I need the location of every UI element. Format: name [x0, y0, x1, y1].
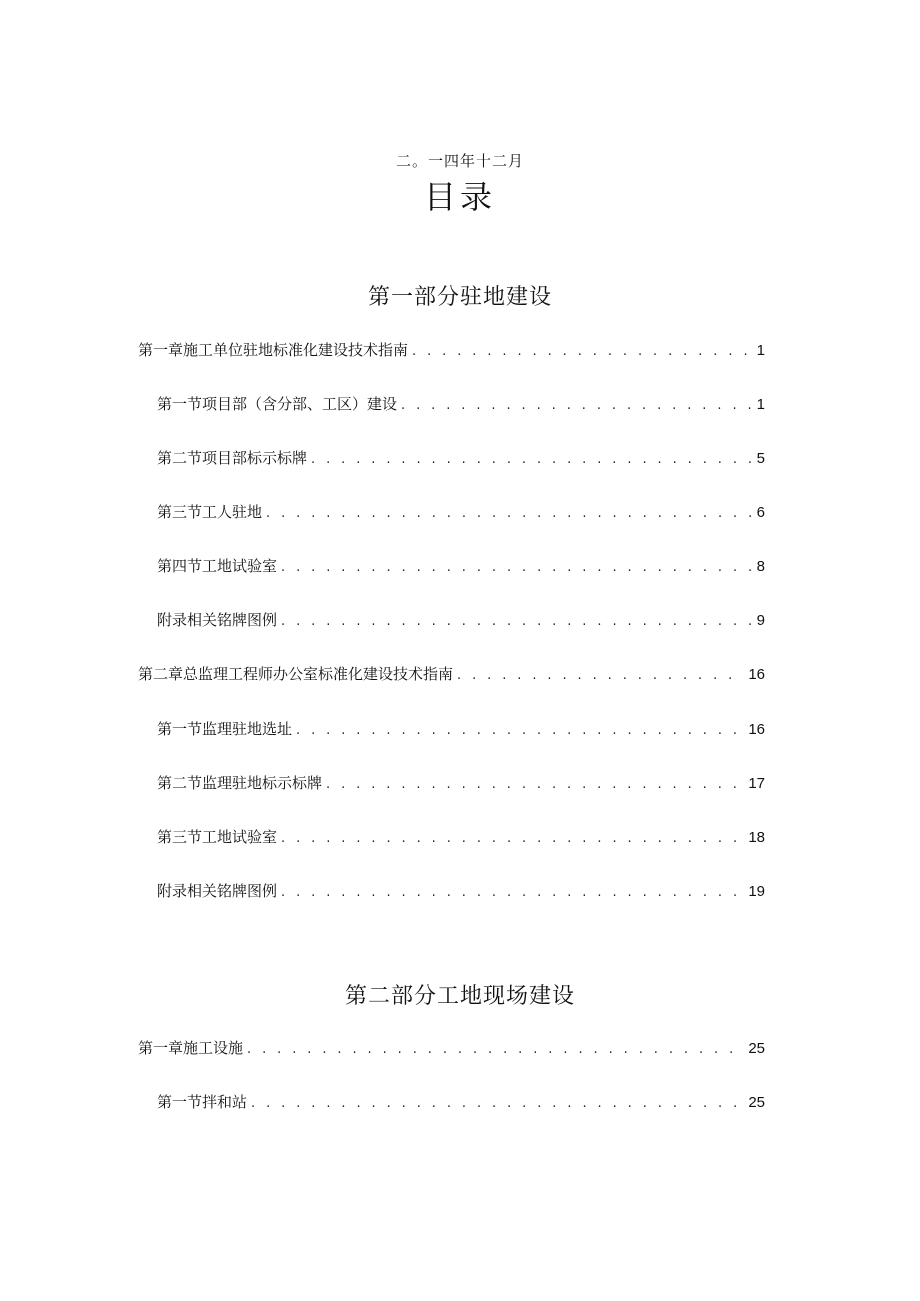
- document-date: 二。一四年十二月: [395, 152, 524, 170]
- toc-dot-leader: [281, 611, 751, 633]
- toc-page-number: 1: [756, 396, 765, 413]
- toc-dot-leader: [281, 882, 744, 904]
- toc-entry-label: 第三节工人驻地: [157, 503, 263, 521]
- toc-dot-leader: [266, 503, 751, 525]
- toc-dot-leader: [281, 828, 744, 850]
- toc-entry-chapter[interactable]: [138, 339, 765, 361]
- toc-entry-chapter[interactable]: [138, 1037, 765, 1059]
- toc-entry-label: 第一章施工设施: [138, 1039, 244, 1057]
- toc-entry-label: 附录相关铭牌图例: [157, 611, 278, 629]
- toc-page-number: 6: [756, 504, 765, 521]
- toc-dot-leader: [311, 449, 751, 471]
- toc-entry-section[interactable]: [157, 826, 765, 848]
- toc-entry-section[interactable]: [157, 1091, 765, 1113]
- part-title: 第二部分工地现场建设: [344, 984, 575, 1009]
- toc-entry-section[interactable]: [157, 555, 765, 577]
- toc-page-number: 16: [748, 666, 765, 683]
- toc-dot-leader: [457, 665, 744, 687]
- toc-entry-label: 第四节工地试验室: [157, 557, 278, 575]
- toc-dot-leader: [296, 720, 744, 742]
- toc-dot-leader: [326, 774, 744, 796]
- toc-entry-chapter[interactable]: [138, 663, 765, 685]
- toc-entry-label: 第二章总监理工程师办公室标准化建设技术指南: [138, 665, 454, 683]
- toc-entry-section[interactable]: [157, 447, 765, 469]
- toc-page-number: 1: [756, 342, 765, 359]
- toc-page-number: 5: [756, 450, 765, 467]
- toc-page-number: 8: [756, 558, 765, 575]
- toc-page-number: 19: [748, 883, 765, 900]
- toc-dot-leader: [401, 395, 751, 417]
- toc-entry-section[interactable]: [157, 718, 765, 740]
- toc-page-number: 18: [748, 829, 765, 846]
- toc-dot-leader: [412, 341, 751, 363]
- toc-entry-section[interactable]: [157, 880, 765, 902]
- toc-entry-section[interactable]: [157, 772, 765, 794]
- toc-entry-label: 附录相关铭牌图例: [157, 882, 278, 900]
- toc-dot-leader: [281, 557, 751, 579]
- toc-page-number: 17: [748, 775, 765, 792]
- toc-entry-label: 第一节项目部（含分部、工区）建设: [157, 395, 398, 413]
- toc-entry-label: 第二节项目部标示标牌: [157, 449, 308, 467]
- toc-entry-label: 第三节工地试验室: [157, 828, 278, 846]
- toc-entry-section[interactable]: [157, 501, 765, 523]
- toc-page-number: 25: [748, 1040, 765, 1057]
- toc-page-number: 25: [748, 1094, 765, 1111]
- toc-entry-label: 第一节拌和站: [157, 1093, 248, 1111]
- toc-dot-leader: [251, 1093, 744, 1115]
- part-title: 第一部分驻地建设: [367, 285, 552, 310]
- toc-dot-leader: [247, 1039, 744, 1061]
- toc-page-number: 9: [756, 612, 765, 629]
- toc-entry-section[interactable]: [157, 609, 765, 631]
- toc-entry-section[interactable]: [157, 393, 765, 415]
- toc-entry-label: 第一章施工单位驻地标准化建设技术指南: [138, 341, 409, 359]
- toc-page-number: 16: [748, 721, 765, 738]
- page-title: 目录: [423, 178, 496, 216]
- toc-entry-label: 第一节监理驻地选址: [157, 720, 293, 738]
- toc-entry-label: 第二节监理驻地标示标牌: [157, 774, 323, 792]
